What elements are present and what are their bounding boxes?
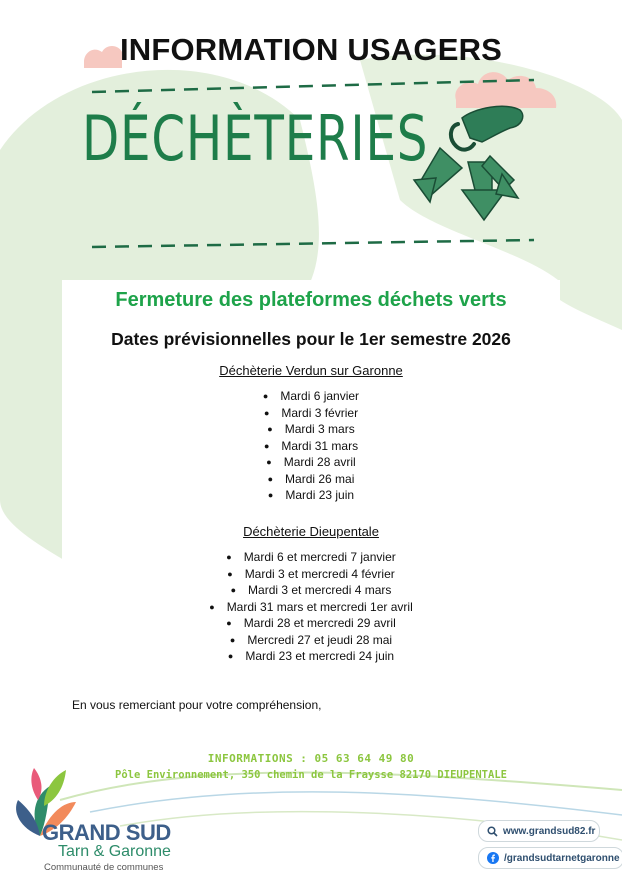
website-link[interactable] xyxy=(478,820,600,842)
facebook-icon xyxy=(487,852,499,864)
info-phone: INFORMATIONS : 05 63 64 49 80 xyxy=(207,752,415,765)
list-item: ● Mardi 3 février xyxy=(263,405,359,420)
dates-title: Dates prévisionnelles pour le 1er semestre 2026 xyxy=(111,329,511,349)
section-title-dieupentale: Déchèterie Dieupentale xyxy=(243,524,379,539)
list-item: ● Mardi 26 mai xyxy=(267,471,355,486)
website-label: www.grandsud82.fr xyxy=(503,825,596,837)
main-title: DÉCHÈTERIES xyxy=(82,102,429,175)
list-item: ● Mardi 23 et mercredi 24 juin xyxy=(227,649,395,663)
section-title-verdun: Déchèterie Verdun sur Garonne xyxy=(219,363,403,378)
logo-subtitle: Tarn & Garonne xyxy=(58,843,171,860)
list-item: ● Mardi 31 mars et mercredi 1er avril xyxy=(209,599,413,614)
logo-tagline: Communauté de communes xyxy=(44,862,164,873)
recycle-hand-icon xyxy=(410,98,530,226)
header-title: INFORMATION USAGERS xyxy=(119,32,503,67)
list-item: ● Mardi 3 et mercredi 4 mars xyxy=(230,583,392,597)
dates-list-dieupentale xyxy=(0,549,622,665)
list-item: ● Mardi 28 avril xyxy=(266,455,356,469)
list-item: ● Mardi 23 juin xyxy=(267,488,355,502)
dates-list-verdun xyxy=(0,388,622,504)
list-item: ● Mardi 28 et mercredi 29 avril xyxy=(226,616,396,630)
closing-text: En vous remerciant pour votre compréhension, xyxy=(72,698,322,712)
facebook-link[interactable] xyxy=(478,847,622,869)
facebook-label: /grandsudtarnetgaronne xyxy=(504,852,620,864)
list-item: ● Mardi 6 et mercredi 7 janvier xyxy=(226,550,396,564)
list-item: ● Mardi 6 janvier xyxy=(262,389,360,403)
info-address: Pôle Environnement, 350 chemin de la Fraysse 82170 DIEUPENTALE xyxy=(115,769,507,781)
list-item: ● Mardi 31 mars xyxy=(263,438,359,453)
search-icon xyxy=(487,826,498,837)
logo-name: GRAND SUD xyxy=(42,820,171,845)
closure-subtitle: Fermeture des plateformes déchets verts xyxy=(115,289,507,311)
list-item: ● Mardi 3 mars xyxy=(267,422,355,436)
list-item: ● Mardi 3 et mercredi 4 février xyxy=(227,566,395,581)
list-item: ● Mercredi 27 et jeudi 28 mai xyxy=(229,632,393,647)
